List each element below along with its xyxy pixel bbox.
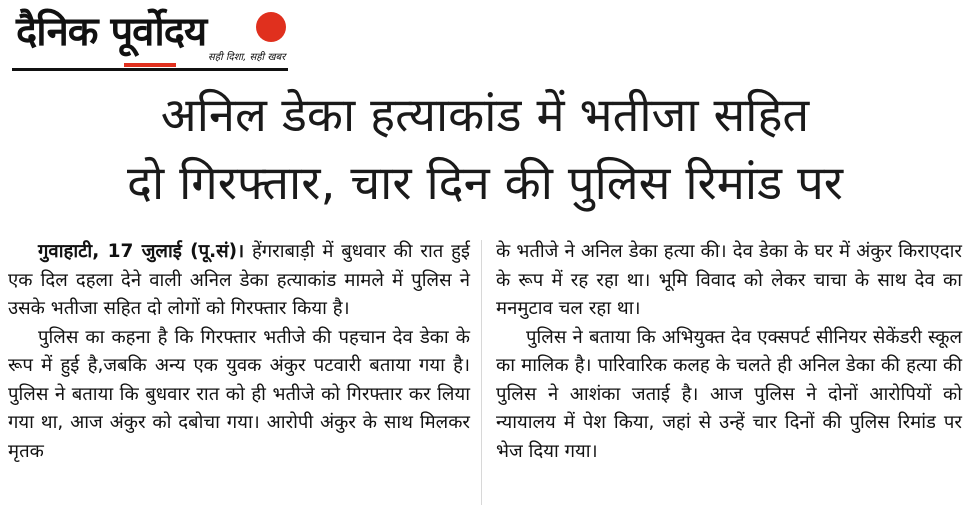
article-headline — [20, 82, 950, 218]
article-paragraph: के भतीजे ने अनिल डेका हत्या की। देव डेका के घर में अंकुर किराएदार के रूप में रह रहा था। भूमि विवाद को लेकर चाचा के साथ देव का मनमुटाव चल रहा था। — [496, 241, 962, 319]
logo-red-sun-icon — [256, 12, 286, 42]
article-column-left — [8, 238, 470, 466]
article-column-right — [496, 238, 962, 466]
headline-line-1: अनिल डेका हत्याकांड में भतीजा सहित — [160, 88, 810, 143]
headline-line-2: दो गिरफ्तार, चार दिन की पुलिस रिमांड पर — [127, 156, 843, 211]
masthead-red-accent — [124, 63, 176, 67]
article-paragraph — [8, 238, 470, 324]
newspaper-tagline: सही दिशा, सही खबर — [208, 52, 286, 63]
article-paragraph: पुलिस का कहना है कि गिरफ्तार भतीजे की पहचान देव डेका के रूप में हुई है,जबकि अन्य एक युवक अंकुर पटवारी बताया गया है। पुलिस ने बताया कि बुधवार रात को ही भतीजे को गिरफ्तार कर लिया गया था, आज अंकुर को दबोचा गया। आरोपी अंकुर के साथ मिलकर मृतक — [8, 326, 470, 462]
article-dateline: गुवाहाटी, 17 जुलाई (पू.सं)। — [38, 241, 245, 262]
article-paragraph: पुलिस ने बताया कि अभियुक्त देव एक्सपर्ट सीनियर सेकेंडरी स्कूल का मालिक है। पारिवारिक कलह के चलते ही अनिल डेका की हत्या की पुलिस ने आशंका जताई है। आज पुलिस ने दोनों आरोपियों को न्यायालय में पेश किया, जहां से उन्हें चार दिनों की पुलिस रिमांड पर भेज दिया गया। — [496, 326, 962, 462]
masthead-rule — [12, 68, 288, 71]
newspaper-masthead — [12, 6, 288, 72]
column-divider — [481, 240, 482, 505]
article-paragraph-text: हेंगराबाड़ी में बुधवार की रात हुई एक दिल दहला देने वाली अनिल डेका हत्याकांड मामले में पुलिस ने उसके भतीजा सहित दो लोगों को गिरफ्तार किया है। — [8, 241, 470, 319]
newspaper-logo: दैनिक पूर्वोदय — [16, 9, 207, 55]
